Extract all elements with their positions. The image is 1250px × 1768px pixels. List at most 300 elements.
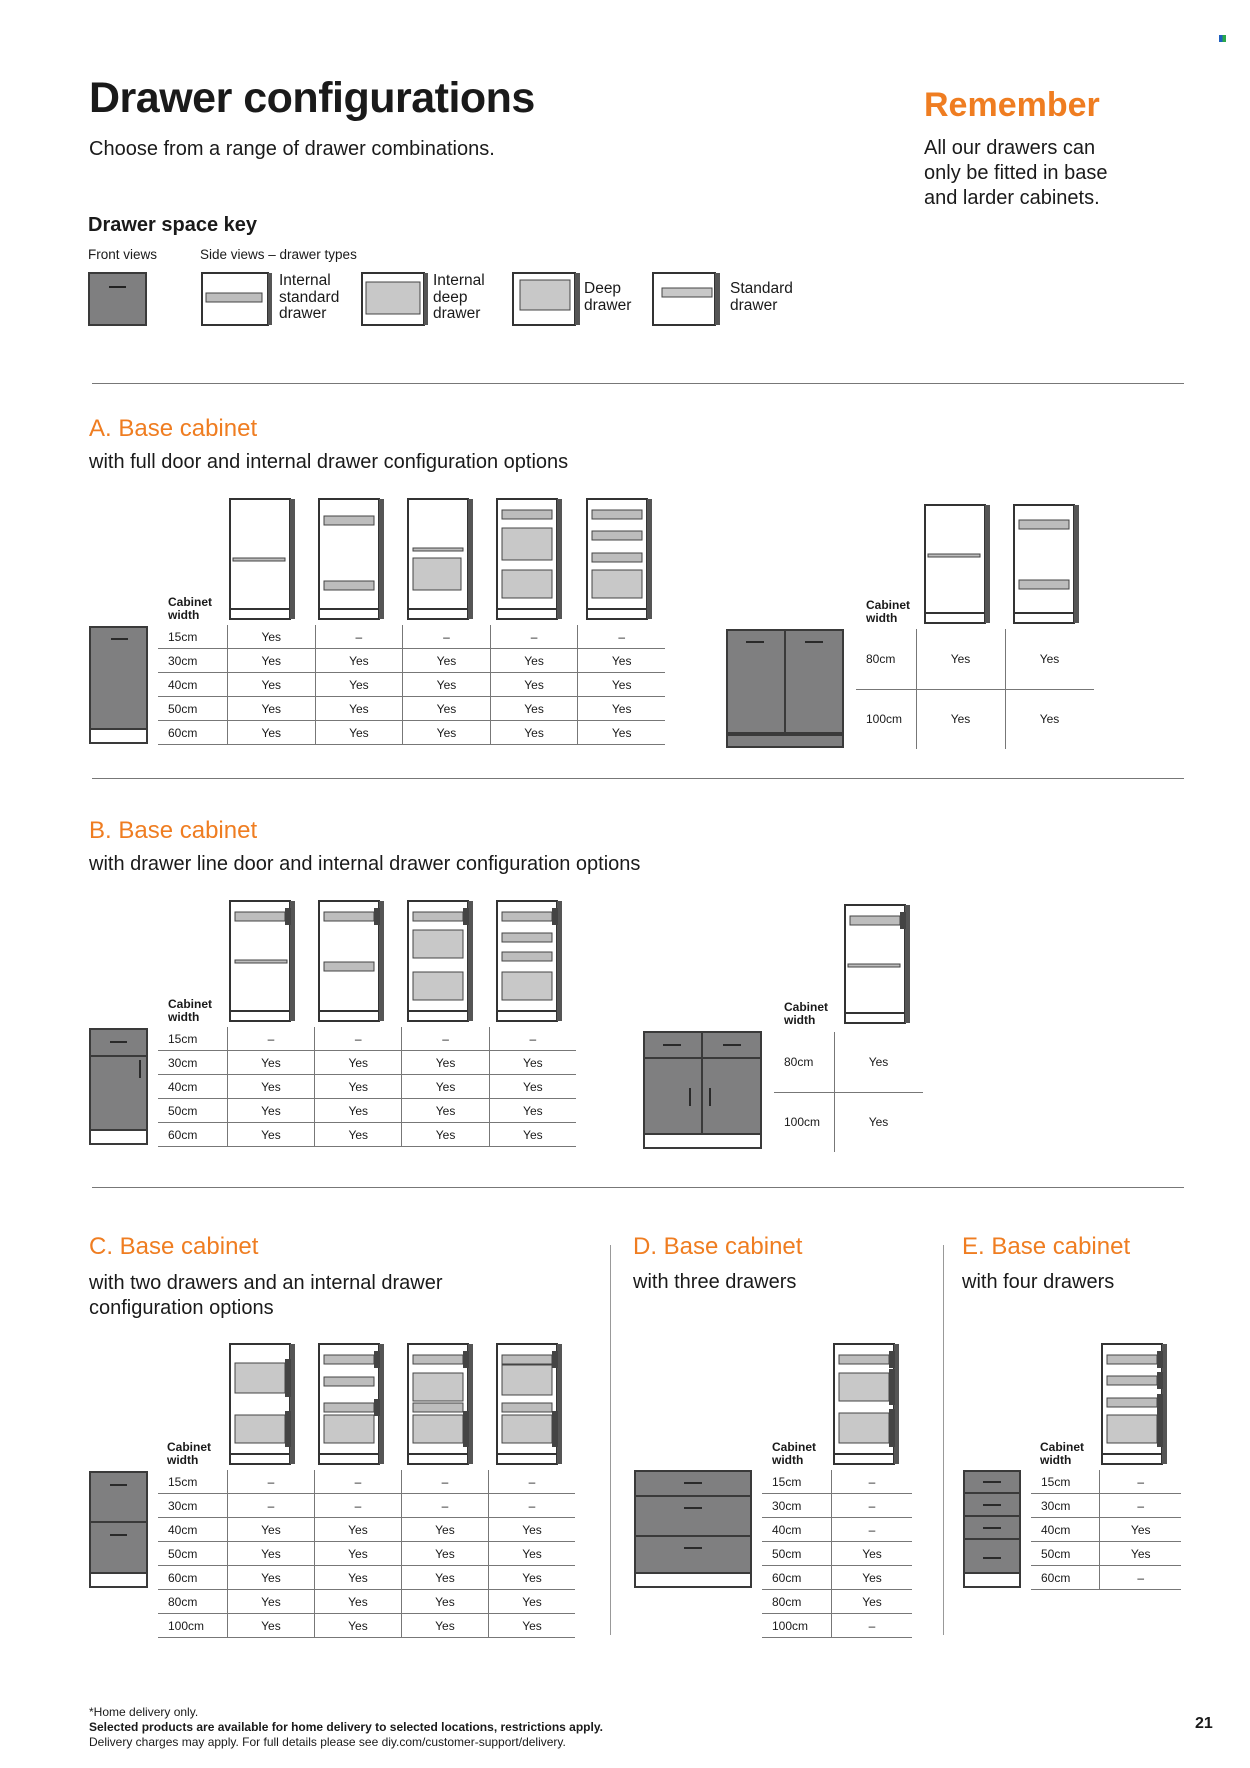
- base-line: [845, 1012, 905, 1014]
- availability-cell: Yes: [578, 673, 665, 697]
- standard-drawer-shape: [324, 581, 374, 590]
- drawer-split: [963, 1492, 1021, 1494]
- door-handle: [746, 641, 764, 643]
- key-side-views-label: Side views – drawer types: [200, 247, 357, 262]
- cabinet-width-cell: 40cm: [158, 1518, 227, 1542]
- section-a-table: [158, 625, 665, 745]
- availability-cell: Yes: [488, 1542, 575, 1566]
- drawer-handle: [983, 1527, 1001, 1529]
- drawer-split: [963, 1515, 1021, 1517]
- availability-cell: –: [315, 1027, 402, 1051]
- cabinet-width-cell: 15cm: [762, 1470, 831, 1494]
- availability-cell: Yes: [402, 1075, 489, 1099]
- availability-cell: Yes: [227, 1566, 314, 1590]
- remember-text: [924, 136, 1107, 211]
- availability-cell: –: [831, 1494, 912, 1518]
- cabinet-width-cell: 15cm: [158, 1027, 227, 1051]
- availability-cell: Yes: [868, 1115, 889, 1129]
- cabinet-width-cell: 100cm: [866, 712, 903, 726]
- standard-drawer-shape: [1107, 1355, 1157, 1364]
- availability-cell: Yes: [578, 649, 665, 673]
- drawer-front: [463, 1351, 469, 1368]
- cabinet-width-label: [866, 599, 910, 625]
- availability-cell: –: [1100, 1494, 1181, 1518]
- deep-drawer-shape: [413, 1415, 463, 1443]
- drawer-front: [1157, 1394, 1163, 1411]
- drawer-split: [963, 1538, 1021, 1540]
- availability-cell: Yes: [227, 1099, 314, 1123]
- cabinet-side-view: [318, 900, 396, 1024]
- deep-drawer-shape: [413, 558, 461, 590]
- key-type-line: Internal: [433, 272, 485, 289]
- availability-cell: Yes: [227, 649, 315, 673]
- door-edge: [1074, 505, 1079, 623]
- availability-cell: Yes: [1039, 712, 1060, 726]
- key-type-label: [584, 281, 631, 314]
- availability-cell: –: [227, 1027, 314, 1051]
- front-view-drawer-line-door: [89, 1028, 148, 1131]
- base-line: [925, 612, 985, 614]
- base-line: [408, 1453, 468, 1455]
- availability-cell: Yes: [314, 1614, 401, 1638]
- base-line: [834, 1453, 894, 1455]
- drawer-front: [285, 1411, 291, 1447]
- cabinet-width-cell: 30cm: [158, 649, 227, 673]
- key-type-line: Standard: [730, 280, 793, 297]
- table-row: [158, 1566, 575, 1590]
- cabinet-side-view: [407, 1343, 485, 1467]
- cabinet-side-view: [229, 1343, 307, 1467]
- cabinet-width-label: [772, 1441, 816, 1467]
- availability-cell: Yes: [1039, 652, 1060, 666]
- standard-drawer-shape: [233, 558, 285, 561]
- availability-cell: Yes: [402, 1099, 489, 1123]
- cabinet-width-cell: 60cm: [158, 1566, 227, 1590]
- subtitle-line: configuration options: [89, 1297, 274, 1319]
- cw-line: Cabinet: [772, 1440, 817, 1454]
- availability-cell: –: [227, 1494, 314, 1518]
- deep-drawer-shape: [1107, 1415, 1157, 1443]
- drawer-front: [900, 912, 906, 929]
- standard-drawer-shape: [502, 510, 552, 519]
- availability-cell: Yes: [315, 1075, 402, 1099]
- door-edge: [468, 499, 473, 619]
- door-edge: [985, 505, 990, 623]
- cw-line: width: [168, 1010, 200, 1024]
- base-line: [408, 1010, 468, 1012]
- availability-cell: Yes: [401, 1590, 488, 1614]
- table-row: [762, 1614, 912, 1638]
- cabinet-width-cell: 15cm: [158, 625, 227, 649]
- cw-line: Cabinet: [168, 997, 213, 1011]
- availability-cell: Yes: [1100, 1542, 1181, 1566]
- availability-cell: Yes: [489, 1099, 576, 1123]
- standard-drawer-shape: [848, 964, 900, 967]
- drawer-split: [634, 1495, 752, 1497]
- availability-cell: Yes: [315, 1099, 402, 1123]
- availability-cell: Yes: [868, 1055, 889, 1069]
- section-e-title: E. Base cabinet: [962, 1233, 1131, 1260]
- availability-cell: –: [1100, 1566, 1181, 1590]
- cabinet-side-view: [407, 498, 485, 622]
- deep-drawer-shape: [839, 1413, 889, 1443]
- cabinet-width-cell: 100cm: [158, 1614, 227, 1638]
- availability-cell: Yes: [227, 1590, 314, 1614]
- cabinet-width-label: [168, 596, 212, 622]
- door-edge: [647, 499, 652, 619]
- door-handle: [111, 638, 128, 640]
- page-number: 21: [1195, 1715, 1213, 1732]
- drawer-front: [463, 1411, 469, 1447]
- table-line: [856, 689, 1094, 690]
- availability-cell: Yes: [489, 1123, 576, 1147]
- availability-cell: Yes: [402, 1123, 489, 1147]
- availability-cell: Yes: [950, 652, 971, 666]
- divider: [92, 1187, 1184, 1188]
- availability-cell: –: [314, 1494, 401, 1518]
- section-a-subtitle: with full door and internal drawer configuration options: [89, 451, 569, 473]
- column-divider: [943, 1245, 944, 1635]
- section-c-title: C. Base cabinet: [89, 1233, 259, 1260]
- availability-cell: Yes: [227, 673, 315, 697]
- door-handle: [805, 641, 823, 643]
- remember-line: All our drawers can: [924, 137, 1096, 159]
- availability-cell: Yes: [227, 1614, 314, 1638]
- table-row: [158, 1614, 575, 1638]
- key-standard-drawer-icon: [652, 272, 728, 326]
- key-type-line: drawer: [584, 296, 632, 314]
- standard-drawer-shape: [324, 912, 374, 921]
- section-d-subtitle: with three drawers: [633, 1271, 797, 1293]
- availability-cell: Yes: [227, 1518, 314, 1542]
- cabinet-width-cell: 80cm: [866, 652, 896, 666]
- cabinet-side-view: [318, 1343, 396, 1467]
- availability-cell: Yes: [403, 697, 491, 721]
- availability-cell: Yes: [488, 1590, 575, 1614]
- standard-drawer-shape: [413, 1355, 463, 1364]
- cw-line: Cabinet: [1040, 1440, 1085, 1454]
- base-line: [230, 1453, 290, 1455]
- cabinet-side-view: [844, 904, 922, 1026]
- door-edge: [290, 499, 295, 619]
- availability-cell: Yes: [831, 1566, 912, 1590]
- cabinet-width-label: [1040, 1441, 1084, 1467]
- availability-cell: –: [1100, 1470, 1181, 1494]
- cabinet-body: [925, 505, 985, 623]
- availability-cell: –: [489, 1027, 576, 1051]
- availability-cell: Yes: [315, 673, 403, 697]
- cabinet-width-cell: 50cm: [158, 1542, 227, 1566]
- divider: [92, 383, 1184, 384]
- cabinet-width-cell: 30cm: [762, 1494, 831, 1518]
- availability-cell: Yes: [315, 649, 403, 673]
- availability-cell: Yes: [403, 721, 491, 745]
- key-type-label: [730, 281, 793, 314]
- availability-cell: Yes: [489, 1075, 576, 1099]
- standard-drawer-shape: [592, 553, 642, 562]
- availability-cell: Yes: [1100, 1518, 1181, 1542]
- availability-cell: –: [315, 625, 403, 649]
- cw-line: width: [168, 608, 200, 622]
- availability-cell: Yes: [831, 1542, 912, 1566]
- corner-mark: [1219, 35, 1226, 42]
- remember-title: Remember: [924, 86, 1100, 124]
- section-c-subtitle: [89, 1271, 443, 1321]
- availability-cell: –: [227, 1470, 314, 1494]
- availability-cell: –: [831, 1518, 912, 1542]
- availability-cell: Yes: [227, 1123, 314, 1147]
- table-row: [158, 721, 665, 745]
- plinth: [89, 730, 148, 744]
- standard-drawer-shape: [324, 1403, 374, 1412]
- availability-cell: Yes: [401, 1542, 488, 1566]
- drawer-front: [374, 1399, 380, 1416]
- table-row: [762, 1566, 912, 1590]
- availability-cell: Yes: [314, 1566, 401, 1590]
- availability-cell: Yes: [314, 1590, 401, 1614]
- cabinet-width-cell: 40cm: [158, 1075, 227, 1099]
- key-internal-standard-drawer-icon: [201, 272, 279, 326]
- availability-cell: Yes: [315, 1051, 402, 1075]
- availability-cell: –: [401, 1494, 488, 1518]
- cabinet-width-cell: 80cm: [158, 1590, 227, 1614]
- cw-line: Cabinet: [167, 1440, 212, 1454]
- standard-drawer-shape: [413, 912, 463, 921]
- availability-cell: Yes: [401, 1566, 488, 1590]
- deep-drawer-shape: [502, 972, 552, 1000]
- cabinet-side-view: [1101, 1343, 1179, 1467]
- plinth: [89, 1574, 148, 1588]
- remember-line: only be fitted in base: [924, 162, 1108, 184]
- cabinet-side-view: [229, 900, 307, 1024]
- key-type-label: [433, 273, 485, 323]
- section-d-title: D. Base cabinet: [633, 1233, 803, 1260]
- cabinet-width-cell: 60cm: [158, 721, 227, 745]
- cabinet-width-label: [167, 1441, 211, 1467]
- cabinet-width-cell: 50cm: [762, 1542, 831, 1566]
- availability-cell: Yes: [314, 1518, 401, 1542]
- cabinet-side-view: [318, 498, 396, 622]
- drawer-handle: [684, 1507, 702, 1509]
- availability-cell: Yes: [490, 673, 578, 697]
- cabinet-width-cell: 100cm: [762, 1614, 831, 1638]
- cabinet-side-view: [1013, 504, 1091, 626]
- availability-cell: Yes: [488, 1518, 575, 1542]
- front-view-three-drawers: [634, 1470, 752, 1574]
- cabinet-width-cell: 40cm: [1031, 1518, 1100, 1542]
- drawer-split: [634, 1535, 752, 1537]
- availability-cell: Yes: [227, 1051, 314, 1075]
- availability-cell: Yes: [402, 1051, 489, 1075]
- cabinet-side-view: [924, 504, 1002, 626]
- cabinet-width-label: [784, 1001, 828, 1027]
- table-row: [762, 1494, 912, 1518]
- availability-cell: Yes: [315, 721, 403, 745]
- table-line: [916, 629, 917, 749]
- cw-line: Cabinet: [866, 598, 911, 612]
- table-row: [158, 1542, 575, 1566]
- key-type-line: drawer: [433, 305, 481, 322]
- page-subtitle: Choose from a range of drawer combinations.: [89, 138, 495, 160]
- availability-cell: Yes: [488, 1614, 575, 1638]
- deep-drawer-shape: [413, 972, 463, 1000]
- drawer-handle: [684, 1482, 702, 1484]
- table-row: [158, 1518, 575, 1542]
- availability-cell: –: [488, 1470, 575, 1494]
- key-type-line: drawer: [730, 296, 778, 314]
- availability-cell: Yes: [490, 649, 578, 673]
- section-b-subtitle: with drawer line door and internal drawer configuration options: [89, 853, 641, 875]
- table-row: [158, 1099, 576, 1123]
- standard-drawer-shape: [235, 960, 287, 963]
- section-b-table: [158, 1027, 576, 1147]
- drawer-front: [889, 1369, 895, 1405]
- table-row: [158, 625, 665, 649]
- drawer-front: [889, 1351, 895, 1368]
- availability-cell: Yes: [403, 649, 491, 673]
- drawer-handle: [723, 1044, 741, 1046]
- remember-line: and larder cabinets.: [924, 187, 1100, 209]
- table-row: [762, 1470, 912, 1494]
- availability-cell: Yes: [488, 1566, 575, 1590]
- cw-line: width: [772, 1453, 804, 1467]
- drawer-front: [552, 908, 558, 925]
- footer-line: Selected products are available for home delivery to selected locations, restrictions apply.: [89, 1720, 603, 1734]
- availability-cell: Yes: [489, 1051, 576, 1075]
- plinth: [89, 1131, 148, 1145]
- drawer-front: [552, 1411, 558, 1447]
- standard-drawer-shape: [1019, 520, 1069, 529]
- cw-line: width: [167, 1453, 199, 1467]
- plinth: [634, 1574, 752, 1588]
- base-line: [319, 1010, 379, 1012]
- column-divider: [610, 1245, 611, 1635]
- table-line: [774, 1092, 923, 1093]
- availability-cell: Yes: [227, 1542, 314, 1566]
- drawer-front: [374, 908, 380, 925]
- standard-drawer-shape: [1107, 1376, 1157, 1385]
- availability-cell: Yes: [227, 721, 315, 745]
- table-row: [1031, 1542, 1181, 1566]
- availability-cell: –: [403, 625, 491, 649]
- availability-cell: –: [402, 1027, 489, 1051]
- base-line: [587, 608, 647, 610]
- table-row: [158, 673, 665, 697]
- standard-drawer-shape: [324, 962, 374, 971]
- table-row: [158, 1027, 576, 1051]
- availability-cell: –: [401, 1470, 488, 1494]
- table-row: [1031, 1518, 1181, 1542]
- section-b-title: B. Base cabinet: [89, 817, 258, 844]
- door-handle: [709, 1088, 711, 1106]
- cabinet-width-cell: 30cm: [158, 1051, 227, 1075]
- key-type-line: Deep: [584, 280, 622, 297]
- standard-drawer-shape: [413, 1403, 463, 1412]
- cw-line: Cabinet: [168, 595, 213, 609]
- drawer-front: [374, 1351, 380, 1368]
- cabinet-side-view: [586, 498, 664, 622]
- section-d-table: [762, 1470, 912, 1638]
- availability-cell: Yes: [578, 697, 665, 721]
- availability-cell: –: [578, 625, 665, 649]
- footer-line: Delivery charges may apply. For full details please see diy.com/customer-support/delivery.: [89, 1735, 566, 1749]
- drawer-front: [1157, 1351, 1163, 1368]
- section-e-subtitle: with four drawers: [962, 1271, 1115, 1293]
- cabinet-side-view: [833, 1343, 911, 1467]
- deep-drawer-shape: [502, 528, 552, 560]
- section-c-table: [158, 1470, 575, 1638]
- deep-drawer-shape: [502, 570, 552, 598]
- drawer-handle: [110, 1534, 127, 1536]
- availability-cell: Yes: [314, 1542, 401, 1566]
- standard-drawer-shape: [324, 1355, 374, 1364]
- availability-cell: Yes: [490, 697, 578, 721]
- availability-cell: –: [314, 1470, 401, 1494]
- deep-drawer-shape: [235, 1363, 285, 1393]
- standard-drawer-shape: [324, 1377, 374, 1386]
- availability-cell: Yes: [403, 673, 491, 697]
- drawer-front: [285, 908, 291, 925]
- key-deep-drawer-icon: [512, 272, 584, 326]
- availability-cell: –: [490, 625, 578, 649]
- cabinet-width-cell: 60cm: [762, 1566, 831, 1590]
- key-type-line: deep: [433, 288, 468, 306]
- drawer-front: [285, 1359, 291, 1397]
- door-split: [701, 1031, 703, 1135]
- cabinet-width-cell: 80cm: [784, 1055, 814, 1069]
- base-line: [497, 1010, 557, 1012]
- standard-drawer-shape: [413, 548, 463, 551]
- cabinet-body: [230, 1344, 290, 1464]
- table-row: [1031, 1566, 1181, 1590]
- cabinet-width-cell: 40cm: [762, 1518, 831, 1542]
- deep-drawer-shape: [413, 1373, 463, 1401]
- availability-cell: Yes: [227, 697, 315, 721]
- availability-cell: –: [831, 1470, 912, 1494]
- drawer-front: [1157, 1411, 1163, 1447]
- key-front-views-label: Front views: [88, 247, 158, 262]
- drawer-handle: [110, 1041, 127, 1043]
- availability-cell: Yes: [950, 712, 971, 726]
- table-row: [158, 649, 665, 673]
- key-type-label: [279, 273, 339, 323]
- cw-line: width: [1040, 1453, 1072, 1467]
- cabinet-side-view: [496, 1343, 574, 1467]
- base-line: [319, 608, 379, 610]
- drawer-handle: [663, 1044, 681, 1046]
- availability-cell: Yes: [227, 1075, 314, 1099]
- drawer-split: [89, 1521, 148, 1523]
- drawer-handle: [110, 1484, 127, 1486]
- base-line: [1014, 612, 1074, 614]
- table-row: [158, 1075, 576, 1099]
- table-row: [158, 1470, 575, 1494]
- door-handle: [689, 1088, 691, 1106]
- front-view-full-door: [89, 626, 148, 730]
- standard-drawer-shape: [502, 933, 552, 942]
- standard-drawer-shape: [502, 1403, 552, 1412]
- section-e-table: [1031, 1470, 1181, 1590]
- table-row: [762, 1542, 912, 1566]
- key-title: Drawer space key: [88, 214, 258, 236]
- deep-drawer-shape: [235, 1415, 285, 1443]
- table-row: [762, 1518, 912, 1542]
- cabinet-width-cell: 60cm: [1031, 1566, 1100, 1590]
- door-edge: [557, 499, 562, 619]
- footer-notes: [89, 1705, 603, 1750]
- table-row: [158, 1051, 576, 1075]
- availability-cell: Yes: [578, 721, 665, 745]
